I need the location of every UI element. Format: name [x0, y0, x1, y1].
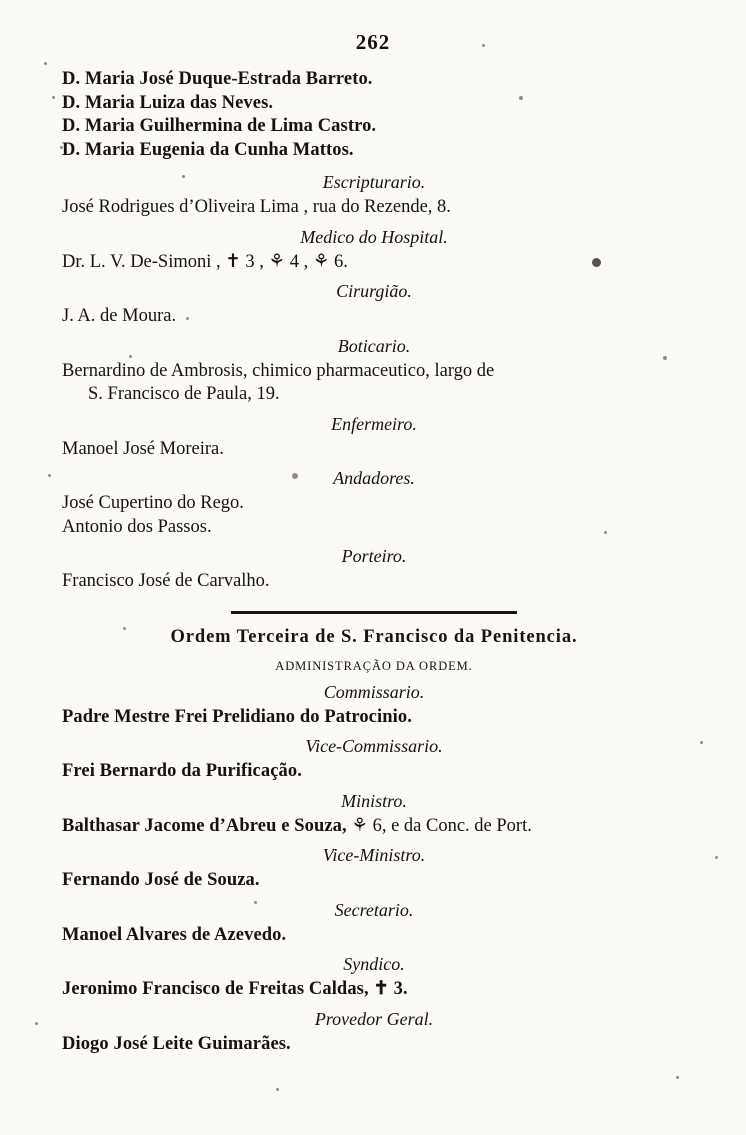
list-item: D. Maria Eugenia da Cunha Mattos.: [62, 139, 354, 160]
entry-name: Dr. L. V. De-Simoni ,: [62, 251, 221, 272]
section-heading-porteiro: Porteiro.: [341, 546, 407, 566]
page-number: 262: [355, 30, 391, 54]
page-content: [62, 68, 686, 1056]
paper-speck: [52, 96, 55, 99]
paper-speck: [700, 741, 703, 744]
section-heading-vice-commissario: Vice-Commissario.: [305, 736, 443, 756]
section-heading-secretario: Secretario.: [334, 899, 414, 920]
entry-name: Jeronimo Francisco de Freitas Caldas,: [62, 979, 369, 999]
order-subtitle: ADMINISTRAÇÃO DA ORDEM.: [275, 658, 473, 673]
order-entry: Fernando José de Souza.: [62, 870, 260, 890]
section-entry-medico: [62, 251, 686, 275]
section-entry-continued: S. Francisco de Paula, 19.: [88, 384, 280, 404]
section-heading-provedor-geral: Provedor Geral.: [314, 1008, 434, 1029]
section-heading-commissario: Commissario.: [323, 681, 425, 702]
section-heading-ministro: Ministro.: [341, 790, 407, 811]
section-heading-enfermeiro: Enfermeiro.: [331, 413, 417, 434]
section-heading-syndico: Syndico.: [343, 954, 405, 974]
entry-name: Balthasar Jacome d’Abreu e Souza,: [62, 815, 347, 836]
section-entry: José Rodrigues d’Oliveira Lima , rua do Rezende, 8.: [62, 197, 451, 217]
section-heading-vice-ministro: Vice-Ministro.: [322, 845, 426, 865]
section-entry: Antonio dos Passos.: [62, 516, 212, 537]
section-entry: Manoel José Moreira.: [62, 438, 224, 459]
paper-speck: [44, 62, 47, 65]
section-heading-andadores: Andadores.: [333, 468, 415, 488]
list-item: D. Maria Luiza das Neves.: [62, 92, 274, 113]
horizontal-rule: [231, 611, 517, 614]
order-entry: Frei Bernardo da Purificação.: [62, 761, 302, 781]
section-heading-medico: Medico do Hospital.: [300, 226, 448, 247]
section-entry: Bernardino de Ambrosis, chimico pharmaceutico, largo de: [62, 360, 495, 381]
section-heading-cirurgiao: Cirurgião.: [336, 281, 412, 301]
order-entry-ministro: [62, 815, 686, 839]
section-heading-escripturario: Escripturario.: [322, 172, 426, 192]
order-entry: Manoel Alvares de Azevedo.: [62, 924, 287, 945]
section-entry: J. A. de Moura.: [62, 306, 177, 326]
order-entry: Padre Mestre Frei Prelidiano do Patrocinio.: [62, 706, 412, 727]
paper-speck: [715, 856, 718, 859]
list-item: D. Maria Guilhermina de Lima Castro.: [62, 116, 377, 136]
order-entry-syndico: [62, 978, 686, 1002]
entry-tail: ✝ 3.: [373, 979, 408, 999]
section-entry: Francisco José de Carvalho.: [62, 571, 270, 591]
order-title: Ordem Terceira de S. Francisco da Penitencia.: [170, 626, 578, 647]
section-heading-boticario: Boticario.: [337, 335, 411, 356]
order-entry: Diogo José Leite Guimarães.: [62, 1033, 291, 1054]
honour-decorations: ✝ 3 , ⚘ 4 , ⚘ 6.: [225, 251, 348, 272]
entry-tail: ⚘ 6, e da Conc. de Port.: [351, 815, 532, 836]
section-entry: José Cupertino do Rego.: [62, 493, 244, 513]
paper-speck: [35, 1022, 38, 1025]
paper-speck: [276, 1088, 279, 1091]
paper-speck: [676, 1076, 679, 1079]
paper-speck: [48, 474, 51, 477]
list-item: D. Maria José Duque-Estrada Barreto.: [62, 69, 373, 89]
